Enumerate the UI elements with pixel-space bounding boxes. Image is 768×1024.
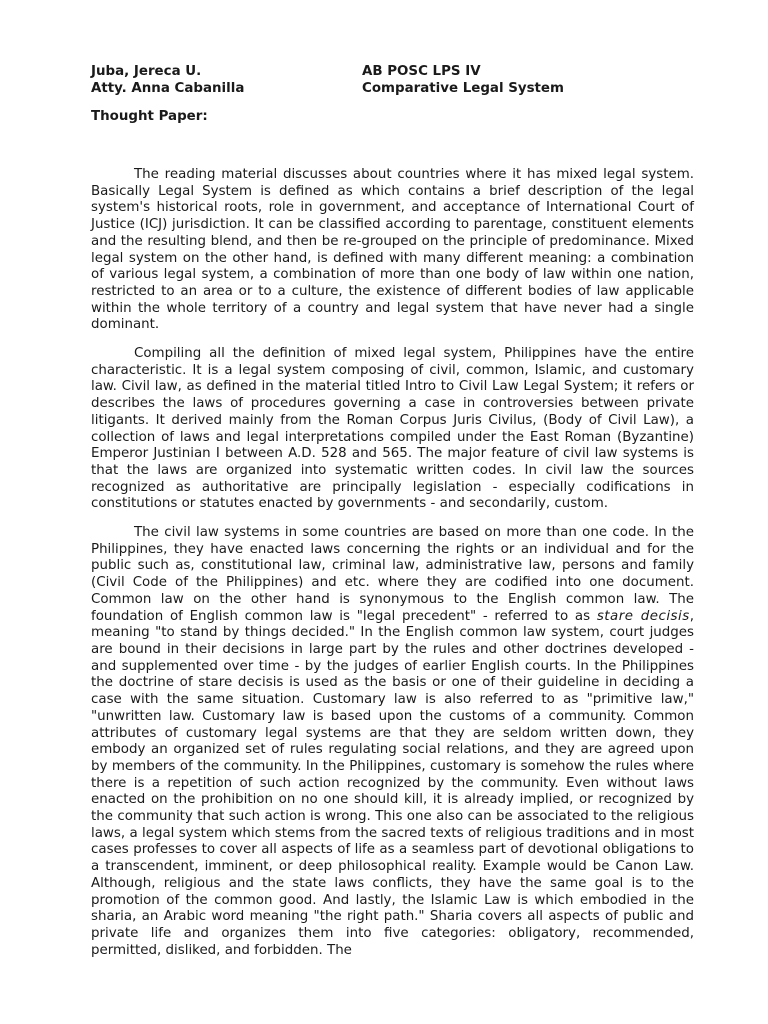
- course-code: AB POSC LPS IV: [362, 64, 481, 79]
- paper-type-heading: Thought Paper:: [91, 109, 208, 124]
- stare-decisis-term: stare decisis: [596, 608, 690, 624]
- document-body: [91, 167, 694, 971]
- instructor-name: Atty. Anna Cabanilla: [91, 81, 245, 96]
- paragraph-2: Compiling all the definition of mixed legal system, Philippines have the entire characteristic. It is a legal system composing of civil, common, Islamic, and customary law. Civil law, as defined in the material titled Intro to Civil Law Legal System; it refers or describes the laws of procedures governing a case in controversies between private litigants. It derived mainly from the Roman Corpus Juris Civilus, (Body of Civil Law), a collection of laws and legal interpretations compiled under the East Roman (Byzantine) Emperor Justinian I between A.D. 528 and 565. The major feature of civil law systems is that the laws are organized into systematic written codes. In civil law the sources recognized as authoritative are principally legislation - especially codifications in constitutions or statutes enacted by governments - and secondarily, custom.: [91, 346, 694, 512]
- paragraph-3-text-a: The civil law systems in some countries are based on more than one code. In the Philippines, they have enacted laws concerning the rights or an individual and for the public such as, constitutional law, criminal law, administrative law, persons and family (Civil Code of the Philippines) and etc. where they are codified into one document. Common law on the other hand is synonymous to the English common law. The foundation of English common law is "legal precedent" - referred to as: [91, 525, 694, 624]
- subject-name: Comparative Legal System: [362, 81, 564, 96]
- document-header: [91, 63, 711, 97]
- paragraph-3: [91, 525, 694, 959]
- paragraph-3-text-c: Customary law is also referred to as "primitive law," "unwritten law. Customary law is based upon the customs of a community. Common attributes of customary legal systems are that they are seldom written down, they embody an organized set of rules regulating social relations, and they are agreed upon by members of the community. In the Philippines, customary is somehow the rules where there is a repetition of such action recognized by the community. Even without laws enacted on the prohibition on no one should kill, it is already implied, or recognized by the community that such action is wrong. This one also can be associated to the religious laws, a legal system which stems from the sacred texts of religious traditions and in most cases professes to cover all aspects of life as a seamless part of devotional obligations to a transcendent, imminent, or deep philosophical reality. Example would be Canon Law. Although, religious and the state laws conflicts, they have the same goal is to the promotion of the common good. And lastly, the Islamic Law is which embodied in the sharia, an Arabic word meaning "the right path." Sharia covers all aspects of public and private life and organizes them into five categories: obligatory, recommended, permitted, disliked, and forbidden. The: [91, 692, 694, 958]
- student-name: Juba, Jereca U.: [91, 64, 202, 79]
- paragraph-1: The reading material discusses about countries where it has mixed legal system. Basically Legal System is defined as which contains a brief description of the legal system's historical roots, role in government, and acceptance of International Court of Justice (ICJ) jurisdiction. It can be classified according to parentage, constituent elements and the resulting blend, and then be re-grouped on the principle of predominance. Mixed legal system on the other hand, is defined with many different meaning: a combination of various legal system, a combination of more than one body of law within one nation, restricted to an area or to a culture, the existence of different bodies of law applicable within the whole territory of a country and legal system that have never had a single dominant.: [91, 167, 694, 333]
- paragraph-3-text-b: , meaning "to stand by things decided." In the English common law system, court judges are bound in their decisions in large part by the rules and other doctrines developed - and supplemented over time - by the judges of earlier English courts. In the Philippines the doctrine of stare decisis is used as the basis or one of their guideline in deciding a case with the same situation.: [91, 608, 694, 708]
